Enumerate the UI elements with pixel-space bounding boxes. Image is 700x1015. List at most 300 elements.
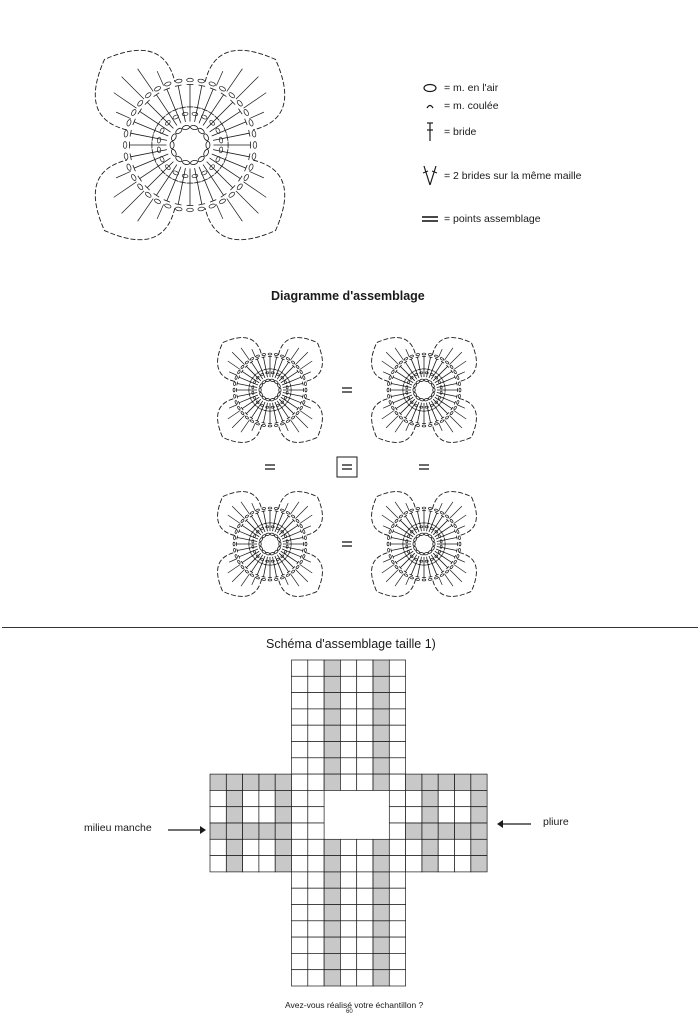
grid-cell: [243, 823, 259, 839]
grid-cell: [292, 790, 308, 806]
double-crochet: [436, 395, 455, 403]
double-crochet: [395, 574, 404, 587]
chain-stitch: [280, 576, 284, 579]
double-crochet: [229, 526, 237, 530]
double-crochet: [241, 348, 250, 361]
chain-stitch: [248, 119, 254, 127]
double-crochet: [228, 564, 241, 573]
chain-stitch: [410, 576, 414, 579]
chain-stitch: [458, 382, 461, 386]
grid-cell: [292, 725, 308, 741]
chain-stitch: [250, 573, 254, 577]
double-crochet: [393, 549, 412, 557]
stitch-bar: [403, 538, 404, 542]
stitch-bar: [426, 564, 430, 565]
chain-stitch: [438, 550, 441, 554]
chain-stitch: [302, 554, 305, 558]
chain-stitch: [404, 573, 408, 577]
chain-stitch: [410, 509, 414, 512]
stitch-bar: [302, 382, 303, 386]
stitch-bar: [404, 515, 407, 517]
chain-stitch: [164, 203, 172, 209]
double-crochet: [134, 154, 168, 168]
double-crochet: [383, 372, 391, 376]
double-crochet: [213, 150, 249, 157]
grid-cell: [340, 839, 356, 855]
chain-stitch: [387, 542, 389, 546]
chain-stitch: [456, 554, 459, 558]
double-crochet: [237, 383, 257, 387]
stitch-bar: [429, 357, 433, 358]
double-crochet: [417, 557, 421, 577]
grid-cell: [422, 856, 438, 872]
chain-stitch: [215, 127, 221, 134]
chain-stitch: [266, 533, 270, 536]
double-crochet: [283, 383, 303, 387]
chain-stitch: [274, 578, 278, 581]
chain-stitch: [416, 424, 420, 427]
double-crochet: [391, 537, 411, 541]
double-crochet: [275, 359, 283, 378]
chain-stitch: [434, 576, 438, 579]
grid-cell: [324, 693, 340, 709]
stitch-bar: [287, 515, 290, 517]
chain-stitch: [304, 394, 307, 398]
double-crochet: [439, 423, 443, 431]
chain-stitch: [145, 191, 152, 198]
stitch-bar: [272, 564, 276, 565]
double-crochet: [229, 405, 237, 409]
grid-cell: [243, 856, 259, 872]
chain-stitch: [262, 578, 266, 581]
chain-stitch: [248, 163, 254, 171]
chain-stitch: [266, 372, 269, 374]
chain-stitch: [259, 542, 261, 546]
chain-stitch: [414, 404, 418, 407]
grid-cell: [210, 823, 226, 839]
chain-stitch: [456, 400, 459, 404]
chain-stitch: [245, 514, 249, 518]
stitch-bar: [403, 384, 404, 388]
grid-cell: [357, 676, 373, 692]
grid-cell: [340, 693, 356, 709]
chain-stitch: [424, 379, 428, 382]
stitch-bar: [287, 361, 290, 363]
chain-stitch: [450, 411, 454, 415]
grid-cell: [259, 807, 275, 823]
grid-cell: [226, 774, 242, 790]
grid-cell: [210, 856, 226, 872]
chain-stitch: [206, 141, 210, 148]
chain-stitch: [394, 365, 398, 369]
stitch-bar: [434, 560, 437, 562]
chain-stitch: [159, 127, 165, 134]
grid-cell: [275, 856, 291, 872]
grid-cell: [422, 839, 438, 855]
double-crochet: [386, 352, 398, 364]
chain-stitch: [414, 527, 418, 530]
chain-stitch: [157, 137, 161, 143]
chain-stitch: [201, 114, 208, 120]
double-crochet: [228, 361, 241, 370]
double-crochet: [273, 557, 277, 577]
stitch-bar: [451, 561, 453, 564]
grid-cell: [373, 693, 389, 709]
chain-stitch: [413, 392, 417, 397]
double-crochet: [383, 526, 391, 530]
chain-stitch: [235, 400, 238, 404]
right-label: pliure: [543, 816, 569, 828]
double-crochet: [406, 423, 410, 431]
crochet-motif-chart: [60, 10, 320, 280]
chain-stitch: [389, 376, 392, 380]
arrow-left-icon: [497, 818, 537, 830]
stitch-bar: [405, 554, 407, 557]
grid-cell: [406, 790, 422, 806]
grid-cell: [210, 774, 226, 790]
chain-stitch: [404, 357, 408, 361]
chain-stitch: [416, 534, 420, 538]
grid-cell: [357, 872, 373, 888]
stitch-bar: [418, 369, 422, 370]
stitch-bar: [395, 407, 397, 410]
chain-stitch: [253, 534, 256, 538]
joining-points-icon: [418, 209, 442, 229]
chain-stitch: [123, 142, 127, 149]
chain-stitch: [240, 519, 244, 523]
legend-item: [418, 122, 476, 142]
chain-stitch: [131, 174, 137, 182]
chain-stitch: [280, 509, 284, 512]
stitch-bar: [290, 546, 291, 550]
chain-stitch: [413, 383, 417, 388]
double-crochet: [285, 423, 289, 431]
chain-stitch: [434, 422, 438, 425]
double-crochet: [275, 513, 283, 532]
chain-stitch: [175, 207, 182, 212]
double-crochet: [282, 531, 301, 539]
grid-cell: [308, 823, 324, 839]
chain-stitch: [201, 170, 208, 176]
chain-stitch: [430, 527, 434, 530]
grid-cell: [373, 758, 389, 774]
chain-stitch: [291, 416, 295, 420]
stitch-bar: [249, 392, 250, 396]
chain-stitch: [459, 542, 461, 546]
chain-stitch: [440, 511, 444, 515]
double-crochet: [429, 402, 437, 421]
chain-stitch: [406, 540, 408, 543]
chain-stitch: [425, 526, 428, 528]
chain-stitch: [175, 127, 183, 135]
grid-cell: [308, 725, 324, 741]
double-crochet: [391, 547, 411, 551]
stitch-bar: [411, 371, 414, 373]
double-crochet: [444, 502, 453, 515]
chain-stitch: [420, 398, 424, 401]
chain-stitch: [453, 524, 457, 528]
stitch-bar: [249, 384, 250, 388]
chain-stitch: [456, 376, 459, 380]
stitch-bar: [275, 511, 279, 512]
chain-stitch: [420, 533, 424, 536]
double-crochet: [212, 154, 246, 168]
chain-stitch: [252, 153, 257, 160]
double-crochet: [290, 348, 299, 361]
chain-stitch: [256, 509, 260, 512]
double-crochet: [303, 372, 311, 376]
grid-cell: [259, 823, 275, 839]
chain-stitch: [440, 391, 442, 394]
chain-stitch: [434, 509, 438, 512]
grid-cell: [275, 823, 291, 839]
double-crochet: [382, 410, 395, 419]
chain-stitch: [253, 550, 256, 554]
grid-cell: [259, 790, 275, 806]
double-crochet: [252, 349, 256, 357]
double-crochet: [252, 577, 256, 585]
chain-stitch: [256, 576, 260, 579]
chain-stitch: [279, 542, 281, 546]
chain-stitch: [268, 579, 272, 581]
grid-cell: [340, 742, 356, 758]
double-crochet: [257, 402, 265, 421]
stitch-bar: [411, 406, 414, 408]
stitch-bar: [250, 571, 253, 573]
chain-stitch: [259, 388, 261, 392]
chain-stitch: [277, 546, 281, 551]
stitch-bar: [441, 515, 444, 517]
double-crochet: [283, 547, 303, 551]
chain-stitch: [208, 203, 216, 209]
chain-stitch: [450, 365, 454, 369]
legend-label: = bride: [444, 126, 477, 138]
chain-stitch: [413, 388, 415, 392]
double-crochet: [406, 503, 410, 511]
stitch-bar: [166, 111, 172, 115]
chain-stitch: [208, 81, 216, 87]
chain-stitch: [453, 560, 457, 564]
chain-stitch: [256, 355, 260, 358]
stitch-bar: [249, 546, 250, 550]
grid-cell: [275, 790, 291, 806]
grid-cell: [389, 839, 405, 855]
chain-stitch: [431, 392, 435, 397]
grid-cell: [292, 774, 308, 790]
stitch-bar: [257, 406, 260, 408]
grid-cell: [292, 742, 308, 758]
grid-cell: [389, 888, 405, 904]
double-crochet: [295, 415, 307, 427]
stitch-bar: [238, 109, 242, 115]
chain-stitch: [413, 546, 417, 551]
chain-stitch: [394, 411, 398, 415]
chain-stitch: [268, 507, 272, 509]
grid-cell: [292, 953, 308, 969]
chain-stitch: [286, 573, 290, 577]
grid-cell: [340, 725, 356, 741]
chain-stitch: [270, 552, 274, 555]
grid-cell: [308, 660, 324, 676]
chain-stitch: [428, 396, 432, 400]
chain-stitch: [399, 360, 403, 364]
double-crochet: [239, 395, 258, 403]
chain-stitch: [252, 540, 254, 543]
chain-stitch: [252, 130, 257, 137]
grid-cell: [373, 725, 389, 741]
double-crochet: [436, 377, 455, 385]
grid-cell: [340, 709, 356, 725]
chain-stitch: [260, 373, 264, 376]
double-crochet: [212, 122, 246, 136]
double-crochet: [122, 191, 144, 213]
legend-item: [418, 78, 498, 98]
chain-stitch: [391, 370, 395, 374]
grid-cell: [324, 774, 340, 790]
grid-cell: [406, 839, 422, 855]
grid-cell: [308, 790, 324, 806]
double-crochet: [207, 102, 233, 128]
chain-stitch: [430, 404, 434, 407]
double-crochet: [244, 93, 267, 109]
chain-stitch: [228, 191, 235, 198]
chain-stitch: [124, 130, 129, 137]
double-crochet: [147, 102, 173, 128]
double-crochet: [273, 357, 277, 377]
grid-cell: [292, 872, 308, 888]
chain-stitch: [219, 198, 227, 204]
double-crochet: [237, 547, 257, 551]
double-crochet: [439, 349, 443, 357]
chain-stitch: [428, 424, 432, 427]
chain-stitch: [276, 527, 280, 530]
chain-stitch: [459, 388, 461, 392]
double-crochet: [300, 564, 313, 573]
double-crochet: [239, 531, 258, 539]
chain-stitch: [274, 424, 278, 427]
grid-cell: [340, 905, 356, 921]
grid-cell: [340, 856, 356, 872]
stitch-bar: [456, 382, 457, 386]
double-crochet: [257, 359, 265, 378]
chain-stitch: [399, 416, 403, 420]
chain-stitch: [262, 424, 266, 427]
chain-stitch: [192, 112, 198, 116]
chain-stitch: [286, 391, 288, 394]
chain-stitch-icon: [418, 78, 442, 98]
double-crochet: [383, 559, 391, 563]
stitch-bar: [416, 511, 420, 512]
double-crochet: [199, 89, 213, 123]
double-crochet: [454, 361, 467, 370]
stitch-bar: [441, 417, 444, 419]
chain-stitch: [406, 391, 408, 394]
chain-stitch: [170, 141, 174, 148]
stitch-bar: [429, 576, 433, 577]
stitch-bar: [264, 410, 268, 411]
chain-stitch: [259, 383, 263, 388]
double-crochet: [429, 513, 437, 532]
stitch-bar: [257, 525, 260, 527]
chain-stitch: [440, 357, 444, 361]
grid-cell: [422, 807, 438, 823]
grid-cell: [389, 937, 405, 953]
grid-cell: [324, 725, 340, 741]
stitch-bar: [237, 536, 238, 540]
double-crochet: [213, 133, 249, 140]
double-crochet: [386, 569, 398, 581]
stitch-bar: [302, 395, 303, 399]
grid-cell: [357, 839, 373, 855]
chain-stitch: [268, 353, 272, 355]
stitch-bar: [237, 382, 238, 386]
grid-cell: [357, 937, 373, 953]
chain-stitch: [126, 119, 132, 127]
chain-stitch: [131, 109, 137, 117]
grid-cell: [389, 856, 405, 872]
chain-stitch: [440, 386, 442, 389]
chain-stitch: [407, 396, 410, 400]
chain-stitch: [286, 545, 288, 548]
chain-stitch: [416, 507, 420, 510]
stitch-bar: [297, 407, 299, 410]
chain-stitch: [453, 406, 457, 410]
grid-cell: [308, 709, 324, 725]
chain-stitch: [237, 560, 241, 564]
stitch-bar: [302, 536, 303, 540]
chain-stitch: [424, 552, 428, 555]
legend-label: = m. coulée: [444, 100, 499, 112]
chain-stitch: [250, 357, 254, 361]
stitch-bar: [287, 571, 290, 573]
grid-cell: [292, 660, 308, 676]
double-crochet: [178, 86, 185, 122]
grid-cell: [340, 937, 356, 953]
chain-stitch: [233, 382, 236, 386]
chain-stitch: [420, 372, 423, 374]
double-crochet: [386, 506, 398, 518]
double-crochet: [303, 405, 311, 409]
grid-cell: [292, 839, 308, 855]
stitch-bar: [391, 549, 392, 553]
grid-cell: [389, 774, 405, 790]
stitch-bar: [405, 377, 407, 380]
stitch-bar: [221, 193, 227, 197]
chain-stitch: [274, 550, 278, 554]
chain-stitch: [252, 386, 254, 389]
double-crochet: [237, 537, 257, 541]
chain-stitch: [228, 92, 235, 99]
grid-cell: [292, 693, 308, 709]
double-crochet: [395, 348, 404, 361]
grid-cell: [357, 660, 373, 676]
double-crochet: [391, 393, 411, 397]
stitch-bar: [251, 531, 253, 534]
grid-cell: [243, 790, 259, 806]
stitch-bar: [418, 523, 422, 524]
chain-stitch: [192, 174, 198, 178]
chain-stitch: [219, 86, 227, 92]
chain-stitch: [270, 398, 274, 401]
stitch-bar: [444, 392, 445, 396]
stitch-bar: [286, 377, 288, 380]
grid-cell: [324, 905, 340, 921]
double-crochet: [239, 549, 258, 557]
double-crochet: [241, 574, 250, 587]
grid-cell: [308, 888, 324, 904]
double-crochet: [285, 349, 289, 357]
chain-stitch: [126, 163, 132, 171]
